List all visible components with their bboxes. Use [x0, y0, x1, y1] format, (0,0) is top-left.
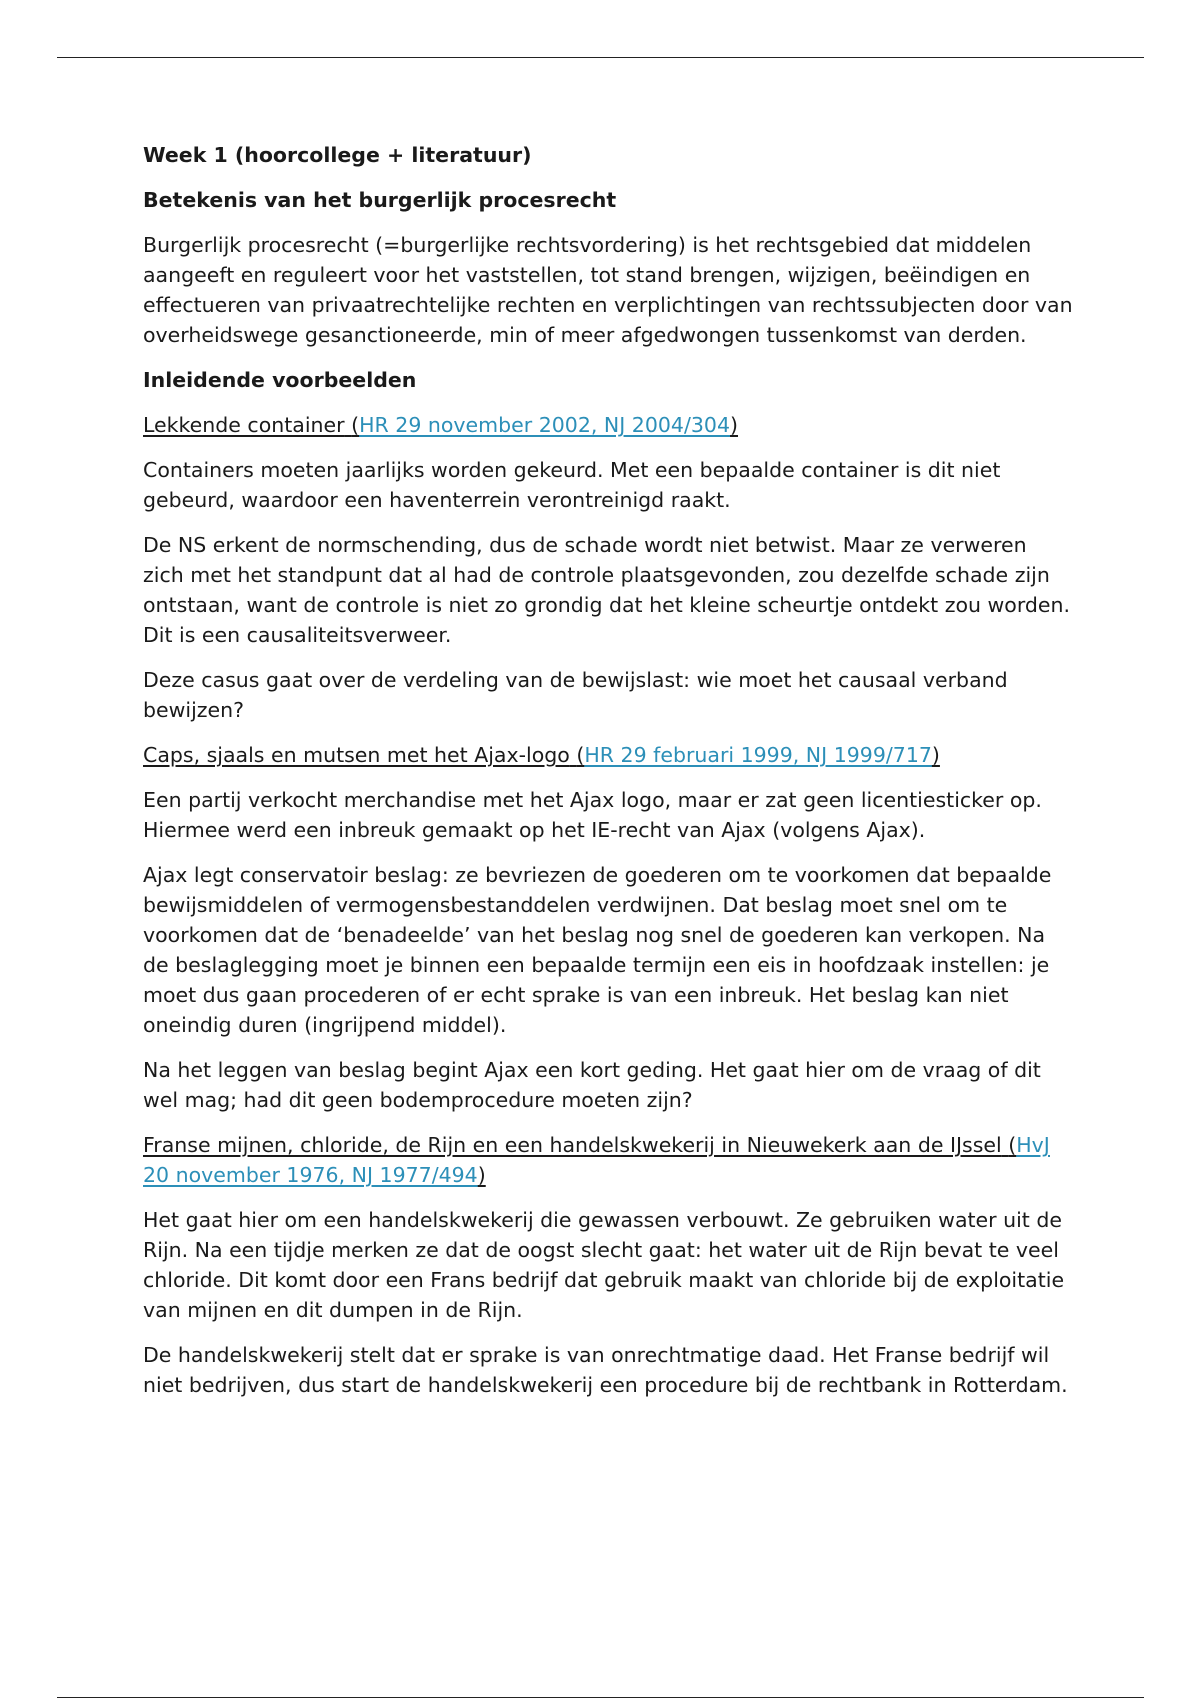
case-paren-close: ) [931, 743, 940, 767]
case2-paragraph: Ajax legt conservatoir beslag: ze bevriezen de goederen om te voorkomen dat bepaalde bewijsmiddelen of vermogensbestanddelen verdwijnen. Dat beslag moet snel om te voorkomen dat de ‘benadeelde’ van het beslag nog snel de goederen kan verkopen. Na de beslaglegging moet je binnen een bepaalde termijn een eis in hoofdzaak instellen: je moet dus gaan procederen of er echt sprake is van een inbreuk. Het beslag kan niet oneindig duren (ingrijpend middel). [143, 863, 1052, 1037]
case3-paragraph: De handelskwekerij stelt dat er sprake is van onrechtmatige daad. Het Franse bedrijf wil niet bedrijven, dus start de handelskwekerij een procedure bij de rechtbank in Rotterdam. [143, 1343, 1068, 1397]
case3-paragraph: Het gaat hier om een handelskwekerij die gewassen verbouwt. Ze gebruiken water uit de Rijn. Na een tijdje merken ze dat de oogst slecht gaat: het water uit de Rijn bevat te veel chloride. Dit komt door een Frans bedrijf dat gebruik maakt van chloride bij de exploitatie van mijnen en dit dumpen in de Rijn. [143, 1208, 1065, 1322]
case-paren-open: ( [351, 413, 360, 437]
case-title-text: Franse mijnen, chloride, de Rijn en een handelskwekerij in Nieuwekerk aan de IJssel [143, 1133, 1002, 1157]
case-title-text: Caps, sjaals en mutsen met het Ajax-logo [143, 743, 570, 767]
case-paren-close: ) [730, 413, 739, 437]
case-citation-link[interactable]: HR 29 november 2002, NJ 2004/304 [359, 413, 731, 437]
bottom-rule [57, 1697, 1144, 1698]
definition-paragraph: Burgerlijk procesrecht (=burgerlijke rechtsvordering) is het rechtsgebied dat middelen aangeeft en reguleert voor het vaststellen, tot stand brengen, wijzigen, beëindigen en effectueren van privaatrechtelijke rechten en verplichtingen van rechtssubjecten door van overheidswege gesanctioneerde, min of meer afgedwongen tussenkomst van derden. [143, 233, 1073, 347]
section-heading-voorbeelden: Inleidende voorbeelden [143, 368, 417, 392]
case2-paragraph: Na het leggen van beslag begint Ajax een kort geding. Het gaat hier om de vraag of dit wel mag; had dit geen bodemprocedure moeten zijn? [143, 1058, 1041, 1112]
section-heading-betekenis: Betekenis van het burgerlijk procesrecht [143, 188, 617, 212]
case-title-text: Lekkende container [143, 413, 345, 437]
case-paren-close: ) [477, 1163, 486, 1187]
case1-paragraph: Containers moeten jaarlijks worden gekeurd. Met een bepaalde container is dit niet gebeurd, waardoor een haventerrein verontreinigd raakt. [143, 458, 1001, 512]
case1-paragraph: Deze casus gaat over de verdeling van de bewijslast: wie moet het causaal verband bewijzen? [143, 668, 1008, 722]
case-title-franse-mijnen [143, 1130, 1073, 1190]
week-heading: Week 1 (hoorcollege + literatuur) [143, 143, 532, 167]
case-paren-open: ( [576, 743, 585, 767]
case-citation-link[interactable]: HR 29 februari 1999, NJ 1999/717 [584, 743, 932, 767]
top-rule [57, 57, 1144, 58]
case1-paragraph: De NS erkent de normschending, dus de schade wordt niet betwist. Maar ze verweren zich met het standpunt dat al had de controle plaatsgevonden, zou dezelfde schade zijn ontstaan, want de controle is niet zo grondig dat het kleine scheurtje ontdekt zou worden. Dit is een causaliteitsverweer. [143, 533, 1071, 647]
document-body [143, 140, 1073, 1415]
case-paren-open: ( [1008, 1133, 1017, 1157]
case-citation-link[interactable]: HvJ 20 november 1976, NJ 1977/494 [143, 1133, 1050, 1187]
case-title-ajax-logo [143, 740, 1073, 770]
case2-paragraph: Een partij verkocht merchandise met het Ajax logo, maar er zat geen licentiesticker op. Hiermee werd een inbreuk gemaakt op het IE-recht van Ajax (volgens Ajax). [143, 788, 1042, 842]
case-title-lekkende-container [143, 410, 1073, 440]
